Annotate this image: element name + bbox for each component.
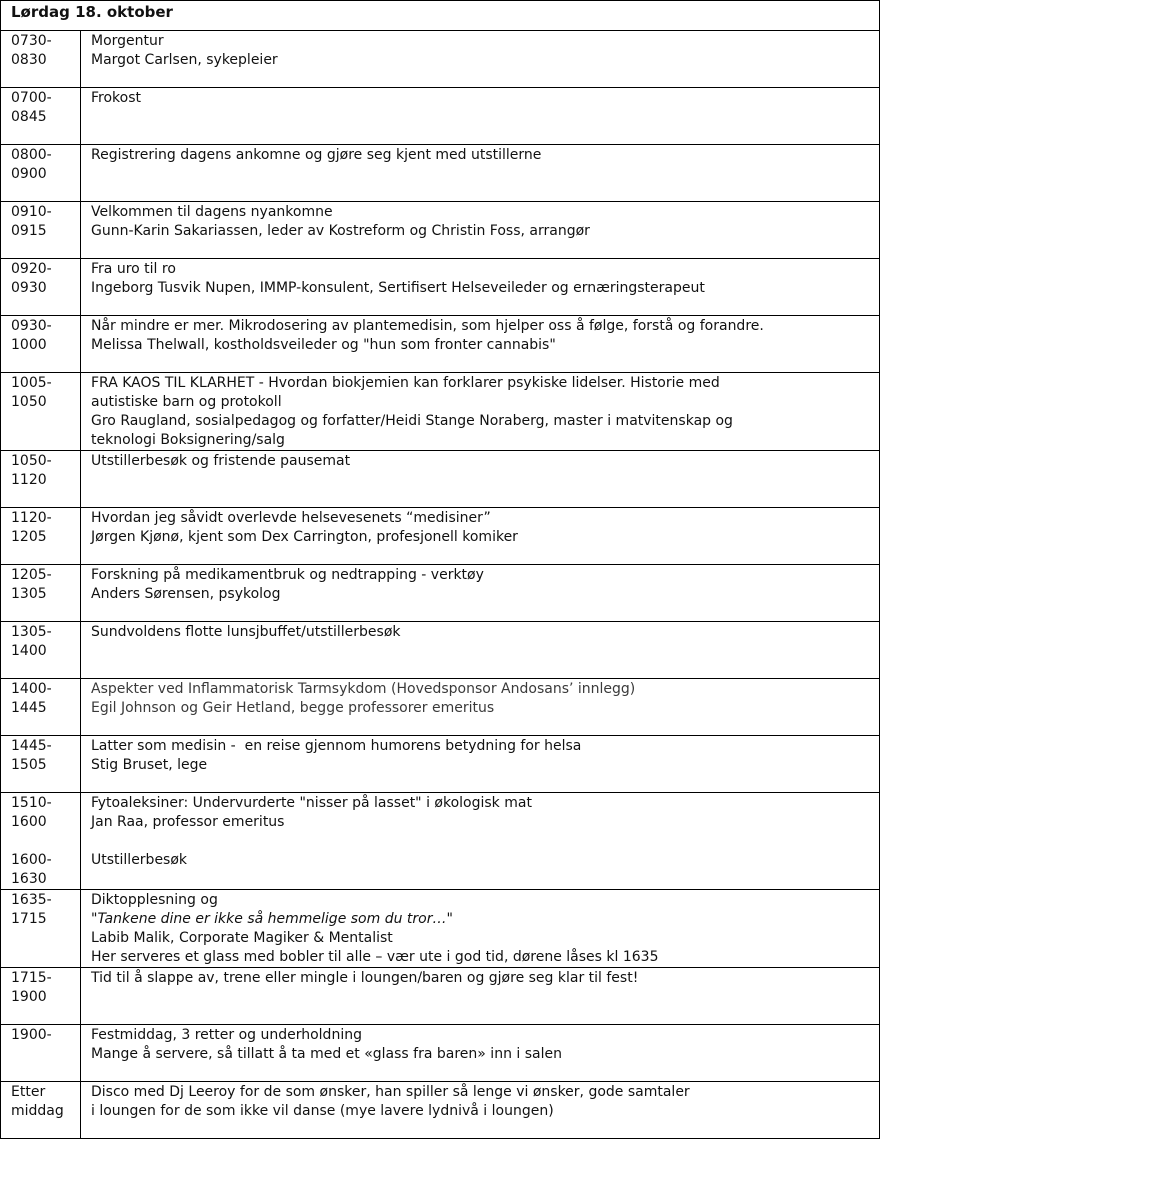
event-cell <box>81 565 880 622</box>
schedule-header-row <box>1 1 880 31</box>
time-text: 1000 <box>11 337 47 353</box>
time-cell <box>1 736 81 793</box>
event-text: Jørgen Kjønø, kjent som Dex Carrington, profesjonell komiker <box>91 529 518 545</box>
schedule-row <box>1 202 880 259</box>
schedule-row <box>1 88 880 145</box>
event-cell <box>81 968 880 1025</box>
time-text: 1050 <box>11 394 47 410</box>
event-cell <box>81 451 880 508</box>
event-text: Her serveres et glass med bobler til alle – vær ute i god tid, dørene låses kl 1635 <box>91 949 659 965</box>
event-cell <box>81 793 880 890</box>
event-text: Forskning på medikamentbruk og nedtrapping - verktøy <box>91 567 484 583</box>
event-cell <box>81 736 880 793</box>
day-title: Lørdag 18. oktober <box>1 1 880 31</box>
time-text: 1050- <box>11 453 52 469</box>
event-text: i loungen for de som ikke vil danse (mye lavere lydnivå i loungen) <box>91 1103 554 1119</box>
schedule-row <box>1 890 880 968</box>
time-cell <box>1 373 81 451</box>
event-text: Gro Raugland, sosialpedagog og forfatter/Heidi Stange Noraberg, master i matvitenskap og <box>91 413 733 429</box>
event-cell <box>81 373 880 451</box>
time-text: 1445 <box>11 700 47 716</box>
time-text: 1445- <box>11 738 52 754</box>
event-cell <box>81 259 880 316</box>
time-cell <box>1 565 81 622</box>
event-cell <box>81 88 880 145</box>
schedule-row <box>1 565 880 622</box>
time-text: 1400- <box>11 681 52 697</box>
time-text: 1305- <box>11 624 52 640</box>
time-text: 1635- <box>11 892 52 908</box>
time-text: 0900 <box>11 166 47 182</box>
time-cell <box>1 1025 81 1082</box>
event-cell <box>81 316 880 373</box>
time-text: 1600- <box>11 852 52 868</box>
schedule-row <box>1 145 880 202</box>
event-cell <box>81 31 880 88</box>
time-text: 0830 <box>11 52 47 68</box>
schedule-row <box>1 736 880 793</box>
event-text: teknologi Boksignering/salg <box>91 432 285 448</box>
schedule-row <box>1 679 880 736</box>
event-text <box>91 832 869 851</box>
time-text: middag <box>11 1103 64 1119</box>
time-text: 0730- <box>11 33 52 49</box>
time-text: Etter <box>11 1084 46 1100</box>
schedule-row <box>1 968 880 1025</box>
event-cell <box>81 508 880 565</box>
event-text: Jan Raa, professor emeritus <box>91 814 285 830</box>
time-text <box>11 832 70 851</box>
schedule-row <box>1 508 880 565</box>
schedule-row <box>1 622 880 679</box>
event-text: Sundvoldens flotte lunsjbuffet/utstillerbesøk <box>91 624 401 640</box>
event-text: Utstillerbesøk og fristende pausemat <box>91 453 351 469</box>
event-cell <box>81 145 880 202</box>
event-text: Hvordan jeg såvidt overlevde helsevesenets “medisiner” <box>91 510 491 526</box>
time-cell <box>1 88 81 145</box>
time-text: 1505 <box>11 757 47 773</box>
event-cell <box>81 202 880 259</box>
event-text: Velkommen til dagens nyankomne <box>91 204 333 220</box>
event-text: Ingeborg Tusvik Nupen, IMMP-konsulent, Sertifisert Helseveileder og ernæringsterapeut <box>91 280 705 296</box>
schedule-row <box>1 259 880 316</box>
event-cell <box>81 1082 880 1139</box>
time-text: 1900- <box>11 1027 52 1043</box>
time-text: 0930- <box>11 318 52 334</box>
event-text: Mange å servere, så tillatt å ta med et «glass fra baren» inn i salen <box>91 1046 562 1062</box>
time-cell <box>1 508 81 565</box>
time-cell <box>1 316 81 373</box>
schedule-row <box>1 451 880 508</box>
event-text: Fra uro til ro <box>91 261 176 277</box>
time-cell <box>1 622 81 679</box>
time-cell <box>1 202 81 259</box>
event-text: Diktopplesning og <box>91 892 218 908</box>
time-text: 1715- <box>11 970 52 986</box>
event-text: Egil Johnson og Geir Hetland, begge professorer emeritus <box>91 700 495 716</box>
event-text: Frokost <box>91 90 142 106</box>
time-cell <box>1 793 81 890</box>
event-text: Stig Bruset, lege <box>91 757 208 773</box>
time-cell <box>1 31 81 88</box>
event-cell <box>81 1025 880 1082</box>
time-cell <box>1 890 81 968</box>
event-text: FRA KAOS TIL KLARHET - Hvordan biokjemien kan forklarer psykiske lidelser. Historie med <box>91 375 720 391</box>
time-text: 0800- <box>11 147 52 163</box>
schedule-row <box>1 373 880 451</box>
event-text: Når mindre er mer. Mikrodosering av plantemedisin, som hjelper oss å følge, forstå og forandre. <box>91 318 764 334</box>
time-text: 1205- <box>11 567 52 583</box>
time-text: 0910- <box>11 204 52 220</box>
time-text: 0845 <box>11 109 47 125</box>
time-text: 1630 <box>11 871 47 887</box>
time-cell <box>1 679 81 736</box>
event-text: Morgentur <box>91 33 164 49</box>
event-text: Aspekter ved Inflammatorisk Tarmsykdom (Hovedsponsor Andosans’ innlegg) <box>91 681 636 697</box>
time-cell <box>1 1082 81 1139</box>
time-text: 1205 <box>11 529 47 545</box>
event-text: Disco med Dj Leeroy for de som ønsker, han spiller så lenge vi ønsker, gode samtaler <box>91 1084 690 1100</box>
event-text: Latter som medisin - en reise gjennom humorens betydning for helsa <box>91 738 582 754</box>
event-text: Fytoaleksiner: Undervurderte "nisser på lasset" i økologisk mat <box>91 795 532 811</box>
time-cell <box>1 968 81 1025</box>
time-text: 1715 <box>11 911 47 927</box>
event-text: Festmiddag, 3 retter og underholdning <box>91 1027 362 1043</box>
time-text: 1005- <box>11 375 52 391</box>
time-text: 1900 <box>11 989 47 1005</box>
time-cell <box>1 145 81 202</box>
time-text: 1510- <box>11 795 52 811</box>
schedule-row <box>1 1082 880 1139</box>
time-text: 1400 <box>11 643 47 659</box>
time-text: 0700- <box>11 90 52 106</box>
time-text: 0920- <box>11 261 52 277</box>
event-text: Tid til å slappe av, trene eller mingle i loungen/baren og gjøre seg klar til fest! <box>91 970 639 986</box>
schedule-row <box>1 793 880 890</box>
event-text: "Tankene dine er ikke så hemmelige som du tror…" <box>91 911 453 927</box>
event-text: Melissa Thelwall, kostholdsveileder og "hun som fronter cannabis" <box>91 337 556 353</box>
time-text: 1120- <box>11 510 52 526</box>
schedule-row <box>1 316 880 373</box>
event-cell <box>81 679 880 736</box>
event-cell <box>81 890 880 968</box>
event-text: Utstillerbesøk <box>91 852 188 868</box>
time-cell <box>1 259 81 316</box>
schedule-row <box>1 1025 880 1082</box>
event-text: Labib Malik, Corporate Magiker & Mentalist <box>91 930 393 946</box>
event-text: Margot Carlsen, sykepleier <box>91 52 278 68</box>
time-text: 0915 <box>11 223 47 239</box>
schedule-row <box>1 31 880 88</box>
time-text: 0930 <box>11 280 47 296</box>
time-text: 1305 <box>11 586 47 602</box>
event-cell <box>81 622 880 679</box>
time-text: 1120 <box>11 472 47 488</box>
event-text: Gunn-Karin Sakariassen, leder av Kostreform og Christin Foss, arrangør <box>91 223 590 239</box>
time-cell <box>1 451 81 508</box>
event-text: Anders Sørensen, psykolog <box>91 586 281 602</box>
time-text: 1600 <box>11 814 47 830</box>
event-text: autistiske barn og protokoll <box>91 394 282 410</box>
event-text: Registrering dagens ankomne og gjøre seg kjent med utstillerne <box>91 147 542 163</box>
